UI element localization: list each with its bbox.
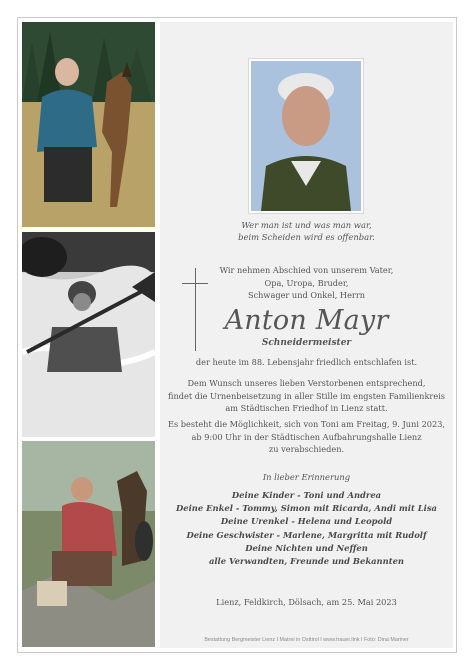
photo-man-on-rocks bbox=[22, 441, 155, 647]
intro-line: Opa, Uropa, Bruder, bbox=[264, 277, 349, 288]
photo-man-with-dog bbox=[22, 22, 155, 227]
family-line: Deine Enkel - Tommy, Simon mit Ricarda, Andi mit Lisa bbox=[176, 503, 437, 514]
urn-text bbox=[160, 377, 453, 415]
family-line: Deine Kinder - Toni und Andrea bbox=[231, 490, 382, 500]
farewell-line: zu verabschieden. bbox=[268, 444, 345, 454]
age-line: der heute im 88. Lebensjahr friedlich entschlafen ist. bbox=[195, 357, 418, 367]
memory-heading: In lieber Erinnerung bbox=[262, 472, 351, 482]
family-line: alle Verwandten, Freunde und Bekannten bbox=[208, 556, 405, 567]
quote bbox=[160, 219, 453, 243]
family-list bbox=[160, 489, 453, 568]
intro-line: Wir nehmen Abschied von unserem Vater, bbox=[219, 265, 394, 275]
quote-line: Wer man ist und was man war, bbox=[241, 220, 372, 230]
place-date: Lienz, Feldkirch, Dölsach, am 25. Mai 2023 bbox=[216, 597, 397, 607]
urn-line: Dem Wunsch unseres lieben Verstorbenen entsprechend, bbox=[187, 378, 426, 388]
urn-line: findet die Urnenbeisetzung in aller Stille im engsten Familienkreis bbox=[168, 390, 445, 401]
portrait-photo bbox=[249, 59, 363, 213]
deceased-name: Anton Mayr bbox=[224, 305, 389, 336]
farewell-text bbox=[160, 418, 453, 456]
farewell-line: ab 9:00 Uhr in der Städtischen Aufbahrungshalle Lienz bbox=[191, 431, 422, 442]
urn-line: am Städtischen Friedhof in Lienz statt. bbox=[225, 403, 388, 413]
photo-kayaker bbox=[22, 232, 155, 437]
profession: Schneidermeister bbox=[261, 338, 352, 348]
family-line: Deine Geschwister - Marlene, Margritta mit Rudolf bbox=[186, 529, 427, 540]
footer-credits: Bestattung Bergmeister Lienz I Matrei in Osttirol I www.trauer.link I Foto: Dina Mariner bbox=[204, 637, 409, 643]
family-line: Deine Nichten und Neffen bbox=[245, 542, 368, 553]
family-line: Deine Urenkel - Helena und Leopold bbox=[220, 516, 393, 527]
quote-line: beim Scheiden wird es offenbar. bbox=[238, 232, 375, 242]
farewell-line: Es besteht die Möglichkeit, sich von Toni am Freitag, 9. Juni 2023, bbox=[167, 419, 446, 429]
intro-line: Schwager und Onkel, Herrn bbox=[247, 290, 366, 300]
intro-text bbox=[160, 264, 453, 302]
